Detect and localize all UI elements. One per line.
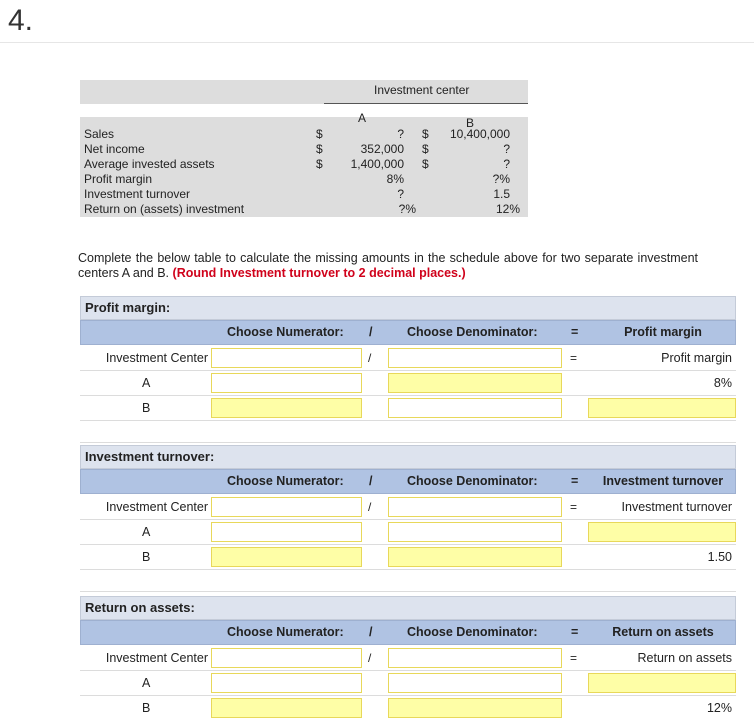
- result-header: Profit margin: [624, 325, 702, 339]
- equals-symbol: =: [571, 474, 579, 488]
- numerator-header: Choose Numerator:: [227, 474, 344, 488]
- column-header-row: [80, 620, 736, 645]
- schedule-label: Profit margin: [84, 172, 153, 186]
- section-title: Profit margin:: [80, 296, 736, 320]
- result-b-input[interactable]: [588, 398, 736, 418]
- schedule-b-value: ?%: [492, 172, 510, 186]
- numerator-b-input[interactable]: [211, 547, 362, 567]
- label-row: [80, 495, 736, 520]
- column-a-header: A: [358, 111, 367, 125]
- row-b: [80, 545, 736, 570]
- divide-symbol: /: [368, 351, 372, 365]
- schedule-a-sign: $: [316, 142, 323, 156]
- schedule-label: Sales: [84, 127, 115, 141]
- schedule-label: Return on (assets) investment: [84, 202, 245, 216]
- investment-center-label: Investment Center: [105, 500, 208, 514]
- center-a-label: A: [142, 376, 151, 390]
- center-a-label: A: [142, 525, 151, 539]
- denominator-input[interactable]: [388, 497, 562, 517]
- schedule-a-value: 1,400,000: [350, 157, 404, 171]
- question-number: 4.: [8, 4, 34, 37]
- schedule-b-sign: $: [422, 127, 429, 141]
- result-a-input[interactable]: [588, 673, 736, 693]
- result-label: Profit margin: [661, 351, 732, 365]
- row-a: [80, 520, 736, 545]
- denominator-a-input[interactable]: [388, 673, 562, 693]
- schedule-a-value: ?%: [398, 202, 416, 216]
- column-header-row: [80, 469, 736, 494]
- denominator-a-input[interactable]: [388, 373, 562, 393]
- schedule-b-value: ?: [503, 157, 510, 171]
- section-spacer: [80, 421, 736, 443]
- equals-symbol: =: [570, 351, 578, 365]
- equals-symbol: =: [571, 625, 579, 639]
- schedule-b-value: 1.5: [493, 187, 510, 201]
- denominator-b-input[interactable]: [388, 698, 562, 718]
- schedule-label: Net income: [84, 142, 145, 156]
- schedule-a-value: 8%: [386, 172, 404, 186]
- numerator-input[interactable]: [211, 497, 362, 517]
- numerator-a-input[interactable]: [211, 373, 362, 393]
- denominator-a-input[interactable]: [388, 522, 562, 542]
- schedule-b-value: 10,400,000: [449, 127, 510, 141]
- return-on-assets-section: [80, 596, 736, 725]
- center-b-label: B: [142, 401, 151, 415]
- section-title: Investment turnover:: [80, 445, 736, 469]
- numerator-a-input[interactable]: [211, 673, 362, 693]
- section-spacer: [80, 570, 736, 592]
- schedule-b-value: 12%: [495, 202, 520, 216]
- result-header: Return on assets: [612, 625, 714, 639]
- numerator-input[interactable]: [211, 648, 362, 668]
- center-b-label: B: [142, 701, 151, 715]
- denominator-header: Choose Denominator:: [407, 325, 538, 339]
- divider: [0, 42, 754, 43]
- denominator-input[interactable]: [388, 348, 562, 368]
- divide-symbol: /: [368, 651, 372, 665]
- section-title: Return on assets:: [80, 596, 736, 620]
- center-b-label: B: [142, 550, 151, 564]
- investment-center-label: Investment Center: [105, 351, 208, 365]
- investment-center-label: Investment Center: [105, 651, 208, 665]
- divide-symbol: /: [369, 625, 373, 639]
- numerator-a-input[interactable]: [211, 522, 362, 542]
- schedule-a-value: ?: [397, 187, 404, 201]
- numerator-b-input[interactable]: [211, 698, 362, 718]
- equals-symbol: =: [570, 651, 578, 665]
- schedule-a-sign: $: [316, 157, 323, 171]
- instructions: [78, 251, 698, 281]
- result-label: Return on assets: [637, 651, 732, 665]
- equals-symbol: =: [570, 500, 578, 514]
- label-row: [80, 646, 736, 671]
- instructions-emphasis: (Round Investment turnover to 2 decimal places.): [172, 266, 466, 280]
- result-a-value: 8%: [713, 376, 732, 390]
- header-underline: [324, 103, 528, 104]
- divide-symbol: /: [368, 500, 372, 514]
- schedule-label: Average invested assets: [84, 157, 215, 171]
- row-a: [80, 671, 736, 696]
- row-a: [80, 371, 736, 396]
- divide-symbol: /: [369, 474, 373, 488]
- label-row: [80, 346, 736, 371]
- numerator-b-input[interactable]: [211, 398, 362, 418]
- denominator-b-input[interactable]: [388, 398, 562, 418]
- numerator-header: Choose Numerator:: [227, 625, 344, 639]
- equals-symbol: =: [571, 325, 579, 339]
- numerator-header: Choose Numerator:: [227, 325, 344, 339]
- schedule-a-sign: $: [316, 127, 323, 141]
- investment-turnover-section: [80, 445, 736, 595]
- denominator-header: Choose Denominator:: [407, 474, 538, 488]
- instructions-text: Complete the below table to calculate the missing amounts in the schedule above for two separate investment centers A and B.: [78, 251, 698, 280]
- denominator-input[interactable]: [388, 648, 562, 668]
- row-b: [80, 696, 736, 721]
- divide-symbol: /: [369, 325, 373, 339]
- denominator-header: Choose Denominator:: [407, 625, 538, 639]
- result-label: Investment turnover: [621, 500, 732, 514]
- schedule-label: Investment turnover: [84, 187, 191, 201]
- result-header: Investment turnover: [602, 474, 724, 488]
- column-header-row: [80, 320, 736, 345]
- denominator-b-input[interactable]: [388, 547, 562, 567]
- schedule-a-value: ?: [397, 127, 404, 141]
- result-b-value: 1.50: [707, 550, 732, 564]
- schedule-header: Investment center: [374, 83, 470, 97]
- row-b: [80, 396, 736, 421]
- schedule-b-value: ?: [503, 142, 510, 156]
- schedule-b-sign: $: [422, 142, 429, 156]
- profit-margin-section: [80, 296, 736, 446]
- column-b-header: B: [466, 116, 475, 130]
- schedule-a-value: 352,000: [360, 142, 404, 156]
- center-a-label: A: [142, 676, 151, 690]
- result-b-value: 12%: [706, 701, 732, 715]
- result-a-input[interactable]: [588, 522, 736, 542]
- schedule-b-sign: $: [422, 157, 429, 171]
- numerator-input[interactable]: [211, 348, 362, 368]
